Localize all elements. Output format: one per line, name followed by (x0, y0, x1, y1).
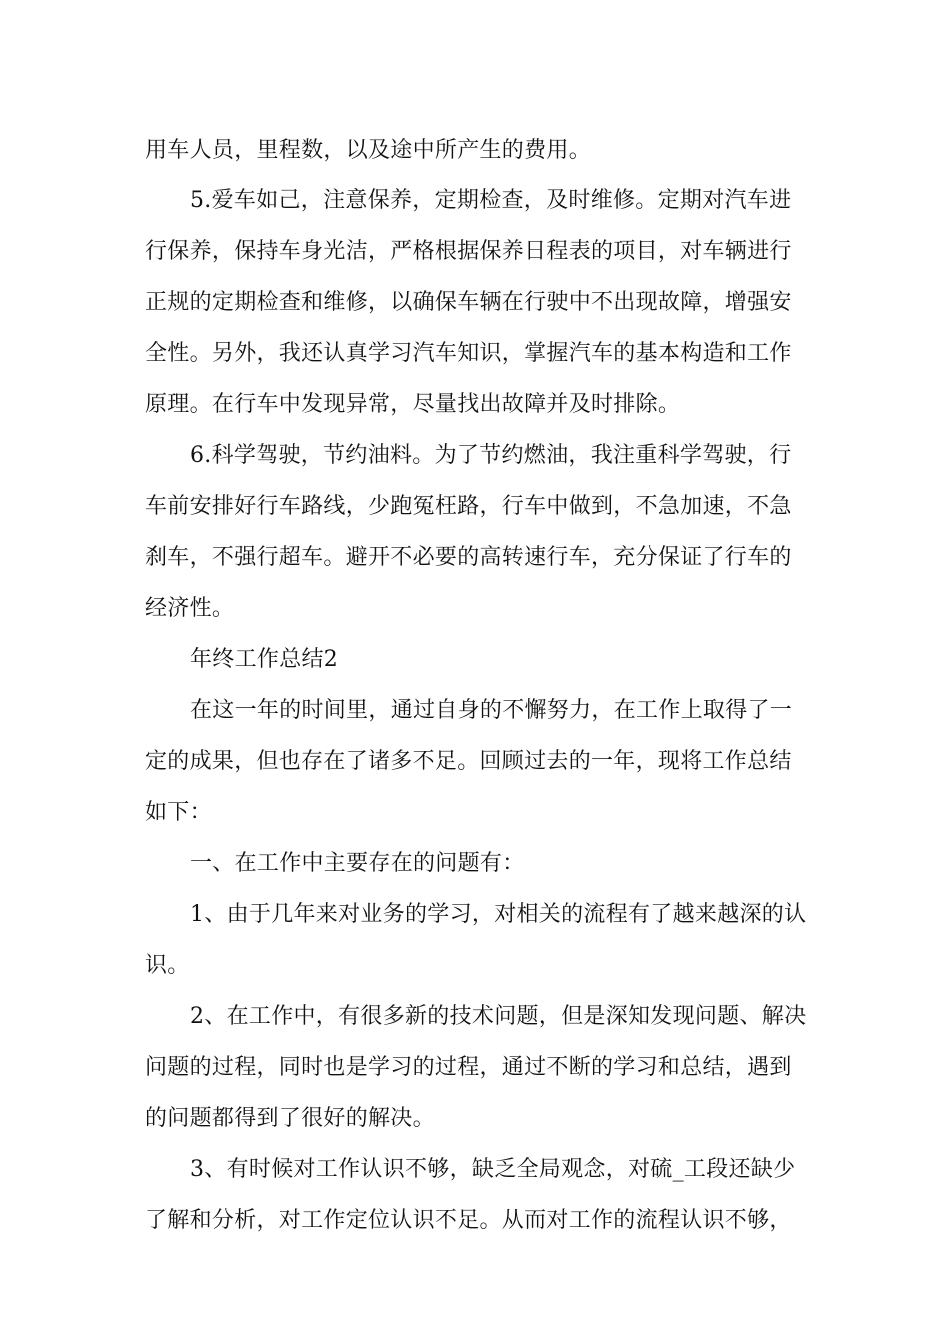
intro-paragraph-first-line: 在这一年的时间里，通过自身的不懈努力，在工作上取得了一 (190, 698, 793, 723)
body-text-line: 原理。在行车中发现异常，尽量找出故障并及时排除。 (145, 392, 681, 417)
body-text-line: 车前安排好行车路线，少跑冤枉路，行车中做到，不急加速，不急 (145, 494, 792, 519)
body-text-line: 识。 (145, 953, 190, 978)
body-text-line: 经济性。 (145, 596, 235, 621)
body-text-line: 如下： (145, 800, 212, 825)
body-text-line: 正规的定期检查和维修，以确保车辆在行驶中不出现故障，增强安 (145, 290, 792, 315)
body-text-line: 的问题都得到了很好的解决。 (145, 1106, 435, 1131)
body-text-line: 定的成果，但也存在了诸多不足。回顾过去的一年，现将工作总结 (145, 749, 792, 774)
body-text-line: 刹车，不强行超车。避开不必要的高转速行车，充分保证了行车的 (145, 545, 792, 570)
body-text-line: 全性。另外，我还认真学习汽车知识，掌握汽车的基本构造和工作 (145, 341, 792, 366)
body-text-line: 问题的过程，同时也是学习的过程，通过不断的学习和总结，遇到 (145, 1055, 792, 1080)
subheading-problems: 一、在工作中主要存在的问题有： (190, 851, 525, 876)
item-3-first-line: 3、有时候对工作认识不够，缺乏全局观念，对硫_工段还缺少 (190, 1157, 796, 1182)
paragraph-6-first-line: 6.科学驾驶，节约油料。为了节约燃油，我注重科学驾驶，行 (190, 443, 792, 468)
item-1-first-line: 1、由于几年来对业务的学习，对相关的流程有了越来越深的认 (190, 902, 807, 927)
body-text-line: 了解和分析，对工作定位认识不足。从而对工作的流程认识不够， (145, 1208, 792, 1233)
body-text-line: 用车人员，里程数，以及途中所产生的费用。 (145, 138, 592, 163)
section-heading: 年终工作总结2 (190, 647, 339, 672)
body-text-line: 行保养，保持车身光洁，严格根据保养日程表的项目，对车辆进行 (145, 239, 792, 264)
paragraph-5-first-line: 5.爱车如己，注意保养，定期检查，及时维修。定期对汽车进 (190, 188, 792, 213)
item-2-first-line: 2、在工作中，有很多新的技术问题，但是深知发现问题、解决 (190, 1004, 807, 1029)
